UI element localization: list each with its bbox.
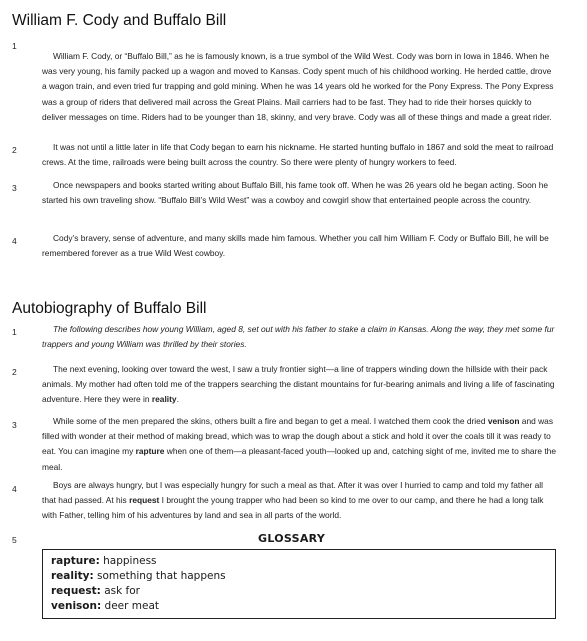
vocab-word-request: request (129, 495, 160, 506)
paragraph-2: It was not until a little later in life that Cody began to earn his nickname. He started hunting buffalo in 1867 and sold the meat to railroad crews. At the time, railroads were being built across the country. So there were plenty of hungry workers to feed. (42, 142, 554, 168)
glossary-box (42, 549, 556, 619)
paragraph-4-autobio: Boys are always hungry, but I was especially hungry for such a meal as that. After it was over I hurried to camp and told my father all that had passed. At his request I brought the young trapper who had been so kind to me over to our camp, and there he had a long talk with Father, telling him of his adventures by land and sea in all parts of the world. (42, 480, 544, 521)
intro-paragraph: The following describes how young William, aged 8, set out with his father to stake a claim in Kansas. Along the way, they met some fur trappers and young William was thrilled by their stories. (42, 324, 555, 350)
glossary-entry: reality: something that happens (51, 570, 226, 582)
paragraph-number: 5 (12, 535, 17, 545)
paragraph-number: 1 (12, 327, 17, 337)
paragraph-number: 2 (12, 367, 17, 377)
glossary-entry: request: ask for (51, 585, 140, 597)
paragraph-2-autobio: The next evening, looking over toward the west, I saw a truly frontier sight—a line of trappers winding down the hillside with their pack animals. My mother had often told me of the trappers searching the distant mountains for fur-bearing animals and living a life of fascinating adventure. Here they were in reality. (42, 364, 555, 405)
paragraph-3-autobio: While some of the men prepared the skins, others built a fire and began to get a meal. I watched them cook the dried venison and was filled with wonder at their method of making bread, which was to wrap the dough about a stick and hold it over the coals till it was ready to eat. You can imagine my rapture when one of them—a pleasant-faced youth—looked up and, catching sight of me, invited me to share the meal. (42, 416, 556, 472)
section-title-autobiography: Autobiography of Buffalo Bill (12, 300, 207, 317)
section-title-cody: William F. Cody and Buffalo Bill (12, 12, 227, 29)
paragraph-3: Once newspapers and books started writing about Buffalo Bill, his fame took off. When he was 26 years old he began acting. Soon he started his own traveling show. “Buffalo Bill’s Wild West” was a cowboy and cowgirl show that entertained people across the country. (42, 180, 549, 206)
paragraph-number: 3 (12, 183, 17, 193)
paragraph-1: William F. Cody, or “Buffalo Bill,” as he is famously known, is a true symbol of the Wild West. Cody was born in Iowa in 1846. When he was very young, his family packed up a wagon and moved to Kansas. Cody spent much of his childhood working. He herded cattle, drove a wagon train, and even tried fur trapping and gold mining. When he was 14 years old he worked for the Pony Express. The Pony Express was a group of riders that delivered mail across the Great Plains. Mail carriers had to be fast. They had to ride their horses quickly to deliver messages on time. Riders had to be younger than 18, skinny, and very brave. Cody was all of these things and made a great rider. (42, 51, 554, 122)
paragraph-4: Cody’s bravery, sense of adventure, and many skills made him famous. Whether you call him William F. Cody or Buffalo Bill, he will be remembered forever as a true Wild West cowboy. (42, 233, 549, 259)
paragraph-number: 2 (12, 145, 17, 155)
vocab-word-rapture: rapture (135, 446, 165, 457)
paragraph-number: 1 (12, 41, 17, 51)
paragraph-number: 4 (12, 484, 17, 494)
glossary-entry: venison: deer meat (51, 600, 160, 612)
vocab-word-venison: venison (487, 416, 520, 426)
glossary-title: GLOSSARY (258, 532, 326, 545)
glossary-entry: rapture: happiness (51, 555, 157, 567)
paragraph-number: 3 (12, 420, 17, 430)
vocab-word-reality: reality (151, 394, 177, 405)
paragraph-number: 4 (12, 236, 17, 246)
